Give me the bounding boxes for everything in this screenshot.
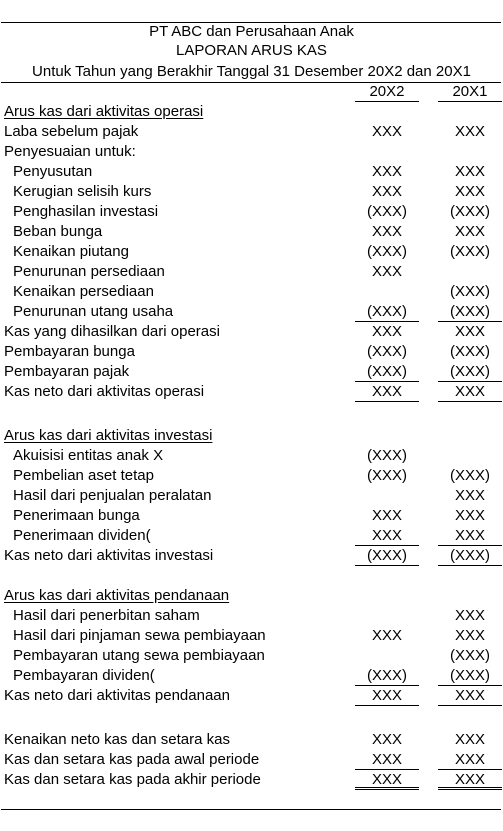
column-header-20x2: 20X2 [355,82,419,102]
value-20x1: (XXX) [449,343,490,360]
row-label: Kas neto dari aktivitas operasi [4,383,205,400]
value-20x1: (XXX) [438,302,502,322]
value-20x1: XXX [438,382,502,402]
row-label: Kas neto dari aktivitas pendanaan [4,687,230,704]
row-label: Penyesuaian untuk: [4,143,136,160]
value-20x2 [355,606,419,626]
statement-row [0,526,503,546]
row-label: Kas dan setara kas pada akhir periode [4,771,261,788]
statement-row [0,666,503,686]
value-20x2: (XXX) [355,302,419,322]
statement-row [0,202,503,222]
statement-row [0,342,503,362]
row-label: Kas neto dari aktivitas investasi [4,547,214,564]
value-20x2: XXX [355,770,419,790]
section-heading-row [0,586,503,606]
statement-row [0,686,503,706]
value-20x2: (XXX) [366,447,407,464]
company-name: PT ABC dan Perusahaan Anak [149,23,354,40]
value-20x2: (XXX) [366,243,407,260]
value-20x2: (XXX) [366,343,407,360]
value-20x1: (XXX) [449,203,490,220]
value-20x1: XXX [438,686,502,706]
value-20x2: XXX [371,183,402,200]
section-heading-operating: Arus kas dari aktivitas operasi [4,103,204,120]
statement-row [0,122,503,142]
value-20x1: (XXX) [449,243,490,260]
row-label: Pembelian aset tetap [13,467,154,484]
value-20x1: XXX [454,627,485,644]
row-label: Kenaikan persediaan [13,283,154,300]
value-20x1 [438,262,502,282]
report-period: Untuk Tahun yang Berakhir Tanggal 31 Desember 20X2 dan 20X1 [32,63,471,80]
value-20x2: XXX [371,323,402,340]
value-20x2: XXX [371,123,402,140]
value-20x1: (XXX) [449,283,490,300]
value-20x2: XXX [371,731,402,748]
value-20x1: XXX [454,487,485,504]
section-heading-row [0,426,503,446]
statement-row [0,362,503,382]
statement-row [0,646,503,666]
statement-row [0,182,503,202]
value-20x1: XXX [454,183,485,200]
statement-row [0,606,503,626]
row-label: Kenaikan piutang [13,243,129,260]
value-20x1 [438,446,502,466]
column-header-20x1: 20X1 [438,82,502,102]
value-20x2 [355,142,419,162]
statement-row [0,162,503,182]
statement-row [0,750,503,770]
value-20x1: XXX [454,607,485,624]
value-20x2: XXX [355,750,419,770]
value-20x2: (XXX) [366,467,407,484]
value-20x2: XXX [355,526,419,546]
row-label: Kas dan setara kas pada awal periode [4,751,260,768]
statement-row [0,242,503,262]
statement-row [0,730,503,750]
row-label: Kerugian selisih kurs [13,183,152,200]
value-20x1: XXX [454,163,485,180]
value-20x2: XXX [355,686,419,706]
value-20x1: XXX [438,526,502,546]
value-20x1: XXX [438,750,502,770]
row-label: Pembayaran dividen( [13,667,155,684]
row-label: Penurunan persediaan [13,263,165,280]
value-20x1: (XXX) [449,467,490,484]
row-label: Penerimaan bunga [13,507,140,524]
statement-row [0,382,503,402]
value-20x2: (XXX) [355,362,419,382]
row-label: Beban bunga [13,223,103,240]
statement-row [0,302,503,322]
value-20x1: XXX [454,731,485,748]
value-20x2: XXX [371,223,402,240]
statement-row [0,282,503,302]
value-20x2: XXX [371,507,402,524]
section-heading-investing: Arus kas dari aktivitas investasi [4,427,213,444]
value-20x2: XXX [371,627,402,644]
row-label: Akuisisi entitas anak X [13,447,164,464]
section-heading-row [0,102,503,122]
statement-row [0,466,503,486]
value-20x2 [355,282,419,302]
value-20x1: (XXX) [438,666,502,686]
value-20x2: (XXX) [355,546,419,566]
value-20x2: (XXX) [366,203,407,220]
value-20x1: XXX [438,770,502,790]
row-label: Hasil dari pinjaman sewa pembiayaan [13,627,266,644]
row-label: Penerimaan dividen( [13,527,151,544]
value-20x1: (XXX) [449,647,490,664]
bottom-rule [1,809,501,810]
value-20x1: XXX [454,223,485,240]
value-20x2 [355,486,419,506]
statement-row [0,626,503,646]
report-title: LAPORAN ARUS KAS [176,42,327,59]
value-20x1 [438,142,502,162]
value-20x1: XXX [454,123,485,140]
row-label: Hasil dari penerbitan saham [13,607,200,624]
value-20x2: (XXX) [355,666,419,686]
statement-row [0,546,503,566]
row-label: Pembayaran bunga [4,343,135,360]
row-label: Kas yang dihasilkan dari operasi [4,323,220,340]
value-20x1: (XXX) [438,362,502,382]
value-20x2: XXX [371,263,402,280]
row-label: Penghasilan investasi [13,203,159,220]
value-20x2: XXX [371,163,402,180]
row-label: Pembayaran utang sewa pembiayaan [13,647,265,664]
row-label: Penyusutan [13,163,93,180]
row-label: Laba sebelum pajak [4,123,139,140]
row-label: Pembayaran pajak [4,363,130,380]
statement-row [0,142,503,162]
row-label: Kenaikan neto kas dan setara kas [4,731,230,748]
value-20x2: XXX [355,382,419,402]
statement-row [0,770,503,790]
value-20x1: XXX [454,323,485,340]
statement-row [0,446,503,466]
value-20x1: XXX [454,507,485,524]
statement-row [0,222,503,242]
column-header-row [0,82,503,102]
statement-row [0,506,503,526]
section-heading-financing: Arus kas dari aktivitas pendanaan [4,587,230,604]
row-label: Penurunan utang usaha [13,303,174,320]
value-20x1: (XXX) [438,546,502,566]
statement-row [0,322,503,342]
row-label: Hasil dari penjualan peralatan [13,487,212,504]
statement-row [0,486,503,506]
statement-row [0,262,503,282]
value-20x2 [355,646,419,666]
